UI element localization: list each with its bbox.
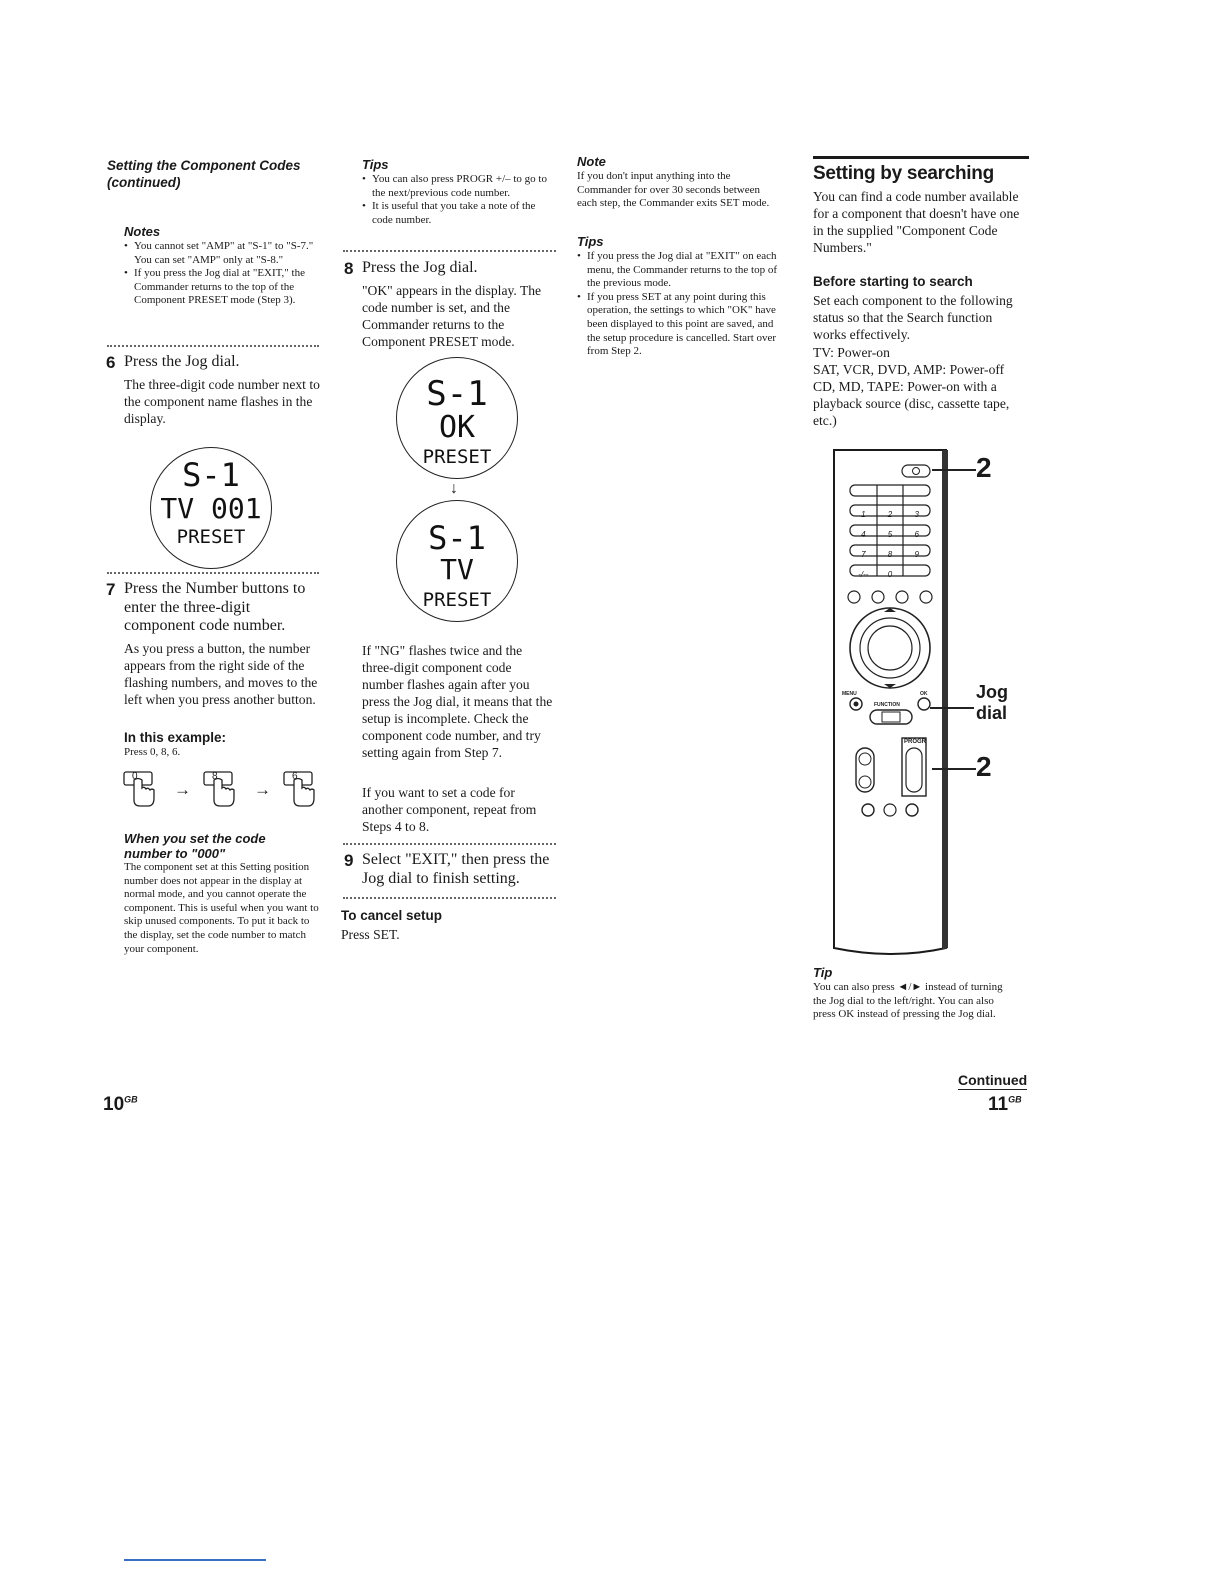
- tips-list: [362, 173, 556, 227]
- step-7: [106, 580, 320, 708]
- step-number: 6: [106, 353, 116, 372]
- status-list: [813, 344, 1027, 429]
- cancel-title: To cancel setup: [341, 908, 443, 923]
- divider: [343, 843, 556, 845]
- divider: [343, 250, 556, 252]
- key-label: -/--: [858, 569, 869, 579]
- step-8: [344, 259, 556, 350]
- tip-title: Tip: [813, 965, 833, 980]
- status-line: SAT, VCR, DVD, AMP: Power-off: [813, 362, 1005, 377]
- lcd-line-2: OK: [438, 410, 476, 445]
- example-title: In this example:: [124, 730, 227, 745]
- step-title: Press the Jog dial.: [124, 353, 240, 370]
- page-number-right: [988, 1094, 1022, 1116]
- example-key-sequence: [122, 770, 322, 810]
- search-intro: You can find a code number available for a component that doesn't have one in the supplied "Component Code Numbers.": [813, 189, 1020, 255]
- example-text: Press 0, 8, 6.: [124, 746, 181, 758]
- tip-item: • You can also press PROGR +/– to go to the next/previous code number.: [362, 173, 556, 200]
- ng-text: If "NG" flashes twice and the three-digit component code number flashes again after you press the Jog dial, it means that the setup is incomplete. Check the component code number, and try setting again from Step 7.: [362, 643, 553, 760]
- step-number: 7: [106, 580, 116, 599]
- key-label: 8: [887, 549, 893, 559]
- notes-title: Notes: [124, 224, 161, 239]
- step-number: 9: [344, 851, 354, 870]
- callout-step-2-top: 2: [976, 452, 992, 483]
- page-suffix: GB: [1008, 1094, 1022, 1105]
- page-number-left: [103, 1094, 138, 1116]
- step-9: [344, 851, 558, 888]
- key-label: 6: [292, 771, 298, 782]
- section-heading-continued: Setting the Component Codes (continued): [107, 158, 301, 190]
- lcd-line-1: S-1: [428, 519, 486, 557]
- menu-label: MENU: [842, 691, 857, 697]
- number-key: [282, 770, 318, 808]
- hand-press-icon: [122, 770, 158, 808]
- hand-press-icon: [202, 770, 238, 808]
- tip-item: • It is useful that you take a note of the code number.: [362, 200, 556, 227]
- footer-line: [124, 1559, 266, 1561]
- callout-line: [930, 707, 974, 709]
- section-heading-search: Setting by searching: [813, 163, 994, 184]
- ok-label: OK: [920, 691, 928, 697]
- step-title: Press the Number buttons to enter the three-digit component code number.: [124, 580, 306, 634]
- lcd-line-3: PRESET: [422, 446, 492, 468]
- key-label: 8: [212, 771, 218, 782]
- page-number: 10: [103, 1094, 125, 1115]
- arrow-icon: →: [254, 780, 271, 799]
- number-key: [202, 770, 238, 808]
- callout-line: [932, 469, 976, 471]
- function-label: FUNCTION: [874, 702, 900, 708]
- lcd-line-2: TV 001: [160, 492, 262, 525]
- step-number: 8: [344, 259, 354, 278]
- key-label: 9: [914, 549, 919, 559]
- repeat-text: If you want to set a code for another component, repeat from Steps 4 to 8.: [362, 785, 537, 834]
- callout-step-2-bottom: 2: [976, 751, 992, 782]
- step-body: The three-digit code number next to the component name flashes in the display.: [124, 376, 320, 426]
- continued-label: Continued: [958, 1072, 1028, 1088]
- lcd-display-ok: [396, 357, 518, 479]
- lcd-display-tv: [396, 500, 518, 622]
- callout-jog-dial: Jog dial: [976, 682, 1009, 723]
- step-6: [106, 353, 320, 427]
- lcd-line-1: S-1: [426, 374, 488, 414]
- code-000-body: The component set at this Setting position number does not appear in the display at normal mode, and you cannot operate the component. This is useful when you want to skip unused components. To put it back to the display, set the code number to match your component.: [124, 861, 319, 955]
- arrow-icon: →: [174, 780, 191, 799]
- progr-label: PROGR: [904, 739, 927, 745]
- key-label: 0: [887, 569, 893, 579]
- remote-control-illustration: [832, 448, 952, 960]
- tip-item: • If you press the Jog dial at "EXIT" on each menu, the Commander returns to the top of the previous mode.: [577, 250, 785, 291]
- step-body: "OK" appears in the display. The code number is set, and the Commander returns to the Component PRESET mode.: [362, 282, 542, 349]
- page-suffix: GB: [124, 1094, 138, 1105]
- note-item: • If you press the Jog dial at "EXIT," the Commander returns to the top of the Component PRESET mode (Step 3).: [124, 267, 320, 308]
- key-label: 4: [861, 529, 866, 539]
- lcd-line-2: TV: [440, 553, 474, 586]
- tips-title: Tips: [362, 157, 389, 172]
- hand-press-icon: [282, 770, 318, 808]
- note-item: • You cannot set "AMP" at "S-1" to "S-7." You can set "AMP" only at "S-8.": [124, 240, 320, 267]
- number-key: [122, 770, 158, 808]
- key-label: 7: [861, 549, 866, 559]
- lcd-line-1: S-1: [182, 456, 240, 494]
- cancel-body: Press SET.: [341, 927, 400, 942]
- key-label: 3: [914, 509, 919, 519]
- status-line: CD, MD, TAPE: Power-on with a playback source (disc, cassette tape, etc.): [813, 379, 1010, 428]
- key-label: 2: [887, 509, 893, 519]
- key-label: 1: [861, 509, 866, 519]
- lcd-line-3: PRESET: [422, 589, 492, 611]
- number-keys: [850, 504, 930, 584]
- step-title: Press the Jog dial.: [362, 259, 478, 276]
- page-number: 11: [988, 1094, 1009, 1115]
- before-search-title: Before starting to search: [813, 274, 973, 289]
- key-label: 5: [887, 529, 893, 539]
- status-line: TV: Power-on: [813, 345, 890, 360]
- down-arrow-icon: ↓: [450, 480, 458, 497]
- tips-list-2: [577, 250, 785, 359]
- code-000-title: When you set the code number to "000": [124, 831, 266, 861]
- note-body: If you don't input anything into the Commander for over 30 seconds between each step, the Commander exits SET mode.: [577, 170, 770, 210]
- divider: [107, 572, 319, 574]
- heading-rule: [813, 156, 1029, 159]
- before-search-body: Set each component to the following status so that the Search function works effectively.: [813, 293, 1013, 342]
- key-label: 0: [132, 771, 138, 782]
- note-title: Note: [577, 154, 606, 169]
- divider: [107, 345, 319, 347]
- divider: [343, 897, 556, 899]
- step-body: As you press a button, the number appears from the right side of the flashing numbers, and moves to the left when you press another button.: [124, 640, 318, 707]
- tip-item: • If you press SET at any point during this operation, the settings to which "OK" have been displayed to this point are saved, and the setup procedure is cancelled. Start over from Step 2.: [577, 291, 785, 359]
- tips-title-2: Tips: [577, 234, 604, 249]
- lcd-display-code-flashing: [150, 447, 272, 569]
- key-label: 6: [914, 529, 919, 539]
- step-title: Select "EXIT," then press the Jog dial to finish setting.: [362, 851, 550, 887]
- notes-list: [124, 240, 320, 308]
- tip-body: You can also press ◄/► instead of turning the Jog dial to the left/right. You can also press OK instead of pressing the Jog dial.: [813, 981, 1003, 1021]
- lcd-line-3: PRESET: [176, 526, 246, 548]
- callout-line: [932, 768, 976, 770]
